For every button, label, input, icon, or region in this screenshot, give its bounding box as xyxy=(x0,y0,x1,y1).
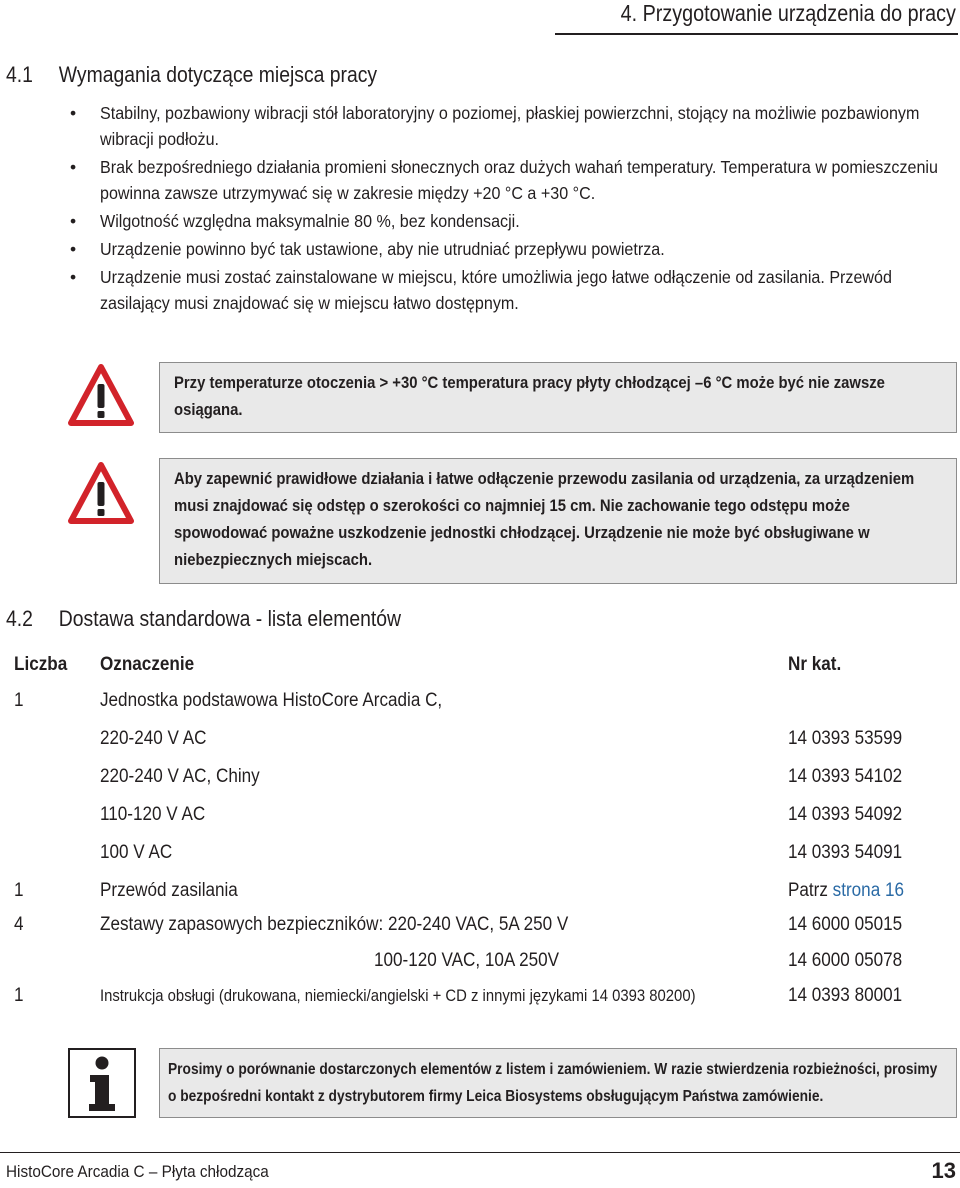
section-heading-4-1 xyxy=(6,62,377,88)
cell-name: Instrukcja obsługi (drukowana, niemiecki/angielski + CD z innymi językami 14 0393 80200) xyxy=(100,987,696,1005)
list-item xyxy=(70,264,958,316)
chapter-header xyxy=(555,0,958,40)
cell-qty: 1 xyxy=(14,690,24,711)
list-item-text: Urządzenie powinno być tak ustawione, aby nie utrudniać przepływu powietrza. xyxy=(100,239,665,259)
list-item xyxy=(70,100,958,152)
table-row xyxy=(14,985,958,1015)
list-item xyxy=(70,208,958,234)
info-text: Prosimy o porównanie dostarczonych elementów z listem i zamówieniem. W razie stwierdzenia rozbieżności, prosimy o bezpośredni kontakt z dystrybutorem firmy Leica Biosystems obsługującym Państwa zamówienie. xyxy=(168,1061,938,1105)
bullet: • xyxy=(70,239,77,259)
cell-name: 220-240 V AC xyxy=(100,728,207,749)
chapter-rule xyxy=(555,33,958,35)
info-box xyxy=(159,1048,957,1118)
table-header xyxy=(14,654,958,684)
cell-cat-prefix: Patrz xyxy=(788,880,828,901)
section-heading-4-2 xyxy=(6,606,401,632)
warning-triangle-icon xyxy=(68,462,134,524)
chapter-title: 4. Przygotowanie urządzenia do pracy xyxy=(620,0,956,26)
cell-cat: 14 6000 05078 xyxy=(788,950,903,971)
list-item-text: Urządzenie musi zostać zainstalowane w miejscu, które umożliwia jego łatwe odłączenie od zasilania. Przewód zasilający musi znajdować się w miejscu łatwo dostępnym. xyxy=(100,267,892,313)
cell-cat: 14 0393 53599 xyxy=(788,728,903,749)
table-row xyxy=(14,950,958,980)
section-number: 4.1 xyxy=(6,62,33,87)
warning-text: Przy temperaturze otoczenia > +30 °C temperatura pracy płyty chłodzącej –6 °C może być nie zawsze osiągana. xyxy=(174,374,885,419)
bullet: • xyxy=(70,103,77,123)
cell-qty: 1 xyxy=(14,985,24,1006)
table-row xyxy=(14,914,958,944)
cell-cat: 14 6000 05015 xyxy=(788,914,903,935)
table-row xyxy=(14,842,958,872)
warning-text: Aby zapewnić prawidłowe działania i łatwe odłączenie przewodu zasilania od urządzenia, za urządzeniem musi znajdować się odstęp o szerokości co najmniej 15 cm. Nie zachowanie tego odstępu może spowodować poważne uszkodzenie jednostki chłodzącej. Urządzenie nie może być obsługiwane w niebezpiecznych miejscach. xyxy=(174,470,915,569)
cell-cat xyxy=(788,880,904,902)
cell-name: Przewód zasilania xyxy=(100,880,238,901)
header-qty: Liczba xyxy=(14,654,68,675)
table-row xyxy=(14,690,958,720)
list-item-text: Brak bezpośredniego działania promieni słonecznych oraz dużych wahań temperatury. Temperatura w pomieszczeniu powinna zawsze utrzymywać się w zakresie między +20 °C a +30 °C. xyxy=(100,157,938,203)
bullet: • xyxy=(70,267,77,287)
list-item xyxy=(70,236,958,262)
footer-rule xyxy=(0,1152,960,1153)
table-row xyxy=(14,880,958,910)
warning-box xyxy=(159,458,957,584)
cell-name: Jednostka podstawowa HistoCore Arcadia C, xyxy=(100,690,443,711)
section-number: 4.2 xyxy=(6,606,33,631)
cell-name: 100 V AC xyxy=(100,842,173,863)
cell-name: 100-120 VAC, 10A 250V xyxy=(374,950,560,971)
cell-cat: 14 0393 54102 xyxy=(788,766,903,787)
cell-qty: 1 xyxy=(14,880,24,901)
warning-box xyxy=(159,362,957,433)
footer-product: HistoCore Arcadia C – Płyta chłodząca xyxy=(6,1162,269,1181)
bullet: • xyxy=(70,157,77,177)
cell-cat: 14 0393 80001 xyxy=(788,985,903,1006)
bullet: • xyxy=(70,211,77,231)
list-item xyxy=(70,154,958,206)
list-item-text: Wilgotność względna maksymalnie 80 %, bez kondensacji. xyxy=(100,211,520,231)
page-number: 13 xyxy=(931,1158,956,1183)
table-row xyxy=(14,766,958,796)
header-name: Oznaczenie xyxy=(100,654,195,675)
section-title: Wymagania dotyczące miejsca pracy xyxy=(58,62,378,87)
cell-name: Zestawy zapasowych bezpieczników: 220-240 VAC, 5A 250 V xyxy=(100,914,569,935)
warning-triangle-icon xyxy=(68,364,134,426)
page-link[interactable]: strona 16 xyxy=(832,880,904,901)
table-row xyxy=(14,728,958,758)
cell-qty: 4 xyxy=(14,914,24,935)
cell-name: 110-120 V AC xyxy=(100,804,206,825)
requirements-list xyxy=(70,100,958,318)
info-icon xyxy=(68,1048,136,1118)
cell-cat: 14 0393 54092 xyxy=(788,804,903,825)
header-cat: Nr kat. xyxy=(788,654,842,675)
list-item-text: Stabilny, pozbawiony wibracji stół laboratoryjny o poziomej, płaskiej powierzchni, stojący na możliwie pozbawionym wibracji podłożu. xyxy=(100,103,920,149)
section-title: Dostawa standardowa - lista elementów xyxy=(58,606,401,631)
cell-cat: 14 0393 54091 xyxy=(788,842,903,863)
table-row xyxy=(14,804,958,834)
cell-name: 220-240 V AC, Chiny xyxy=(100,766,260,787)
